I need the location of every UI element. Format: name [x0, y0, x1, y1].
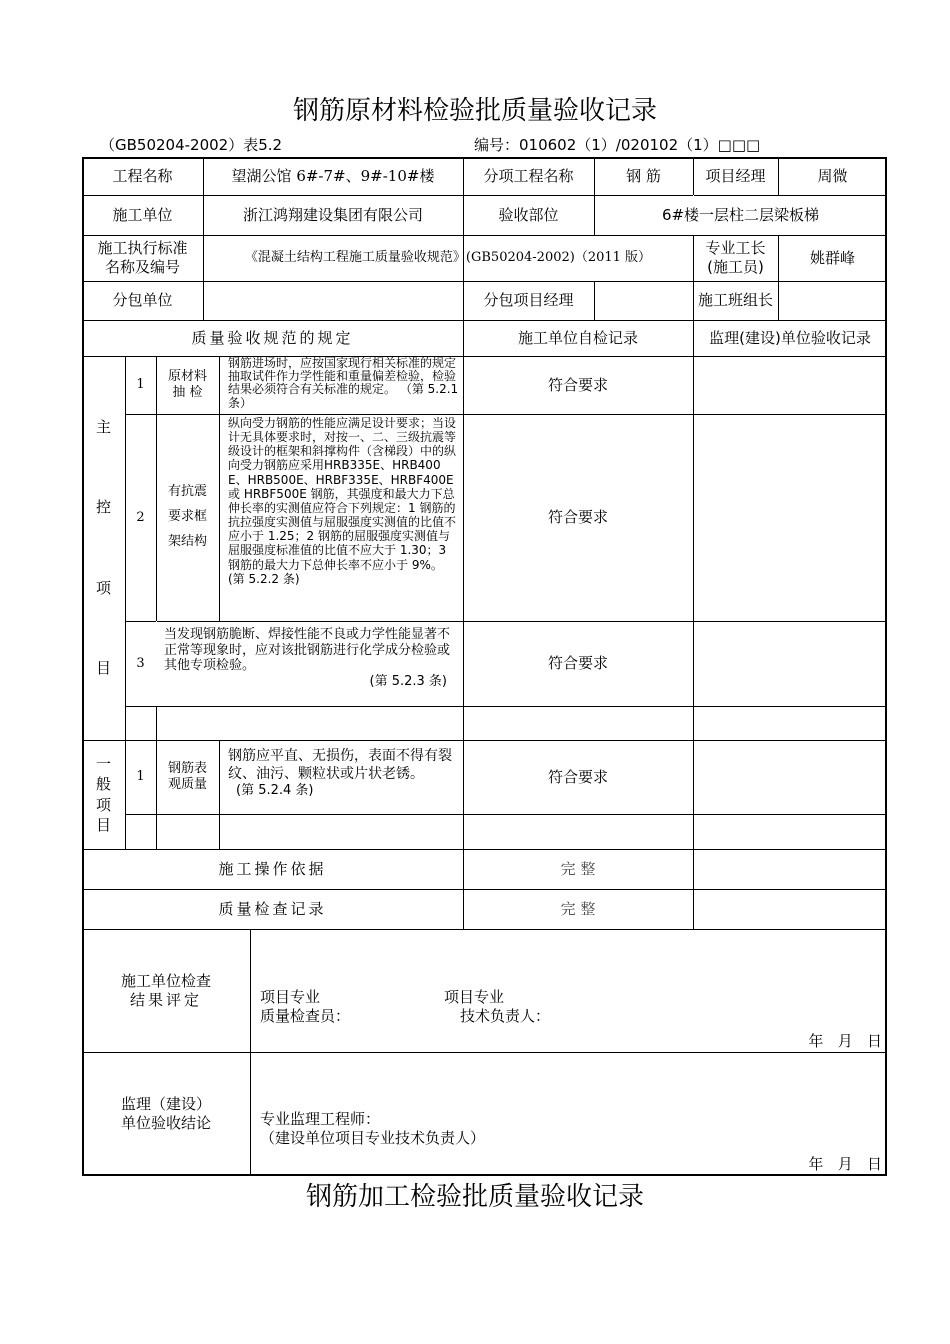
technical-lead-line2: 技术负责人：	[460, 1006, 551, 1025]
general-items-label-char: 一	[95, 755, 111, 773]
general-item-1-result: 符合要求	[547, 767, 608, 786]
main-item-1-number: 1	[136, 377, 145, 393]
main-item-3-spec-ref: (第 5.2.3 条)	[369, 673, 447, 689]
main-item-1-name-line2: 抽 检	[172, 385, 203, 400]
foreman-label-line2: (施工员)	[707, 258, 764, 276]
next-document-title: 钢筋加工检验批质量验收记录	[305, 1182, 644, 1212]
project-name-value: 望湖公馆 6#-7#、9#-10#楼	[231, 166, 435, 185]
location-label: 验收部位	[498, 205, 559, 224]
contractor-label: 施工单位	[112, 205, 173, 224]
main-item-2-spec: 纵向受力钢筋的性能应满足设计要求；当设计无具体要求时，对按一、二、三级抗震等级设计的框架和斜撑构件（含梯段）中的纵向受力钢筋应采用HRB335E、HRB400E、HRB500E、HRBF335E、HRBF400E 或 HRBF500E 钢筋，其强度和最大力下总伸长率的实测值应符合下列规定：1 钢筋的抗拉强度实测值与屈服强度实测值的比值不应小于 1.25；2 钢筋的屈服强度实测值与屈服强度标准值的比值不应大于 1.30；3 钢筋的最大力下总伸长率不应小于 9%。 (第 5.2.2 条)	[228, 416, 457, 586]
general-item-1-number: 1	[136, 769, 145, 785]
technical-lead-line1: 项目专业	[444, 988, 505, 1006]
project-name-label: 工程名称	[112, 166, 173, 185]
project-manager-value: 周微	[817, 166, 848, 185]
main-item-2-result: 符合要求	[547, 508, 608, 527]
main-item-1-spec: 钢筋进场时，应按国家现行相关标准的规定抽取试件作力学性能和重量偏差检验，检验结果必须符合有关标准的规定。 （第 5.2.1 条）	[228, 356, 459, 410]
owner-technical-lead: （建设单位项目专业技术负责人）	[260, 1128, 486, 1147]
main-items-label-char: 项	[95, 578, 111, 597]
contractor-value: 浙江鸿翔建设集团有限公司	[242, 205, 423, 224]
general-item-1-spec-ref: (第 5.2.4 条)	[236, 783, 314, 798]
main-items-label	[82, 356, 125, 740]
quality-record-label: 质量检查记录	[218, 899, 327, 918]
foreman-label-line1: 专业工长	[705, 239, 766, 258]
main-item-2-number: 2	[136, 509, 145, 525]
general-items-label-char: 般	[95, 775, 111, 794]
divider	[125, 814, 887, 815]
foreman-label	[693, 235, 778, 281]
subcontractor-label: 分包单位	[112, 291, 173, 310]
divider	[250, 929, 251, 1176]
supervising-engineer-title: 专业监理工程师：	[260, 1110, 381, 1128]
general-items-label	[82, 740, 125, 849]
team-leader-label: 施工班组长	[697, 291, 773, 310]
main-items-label-char: 控	[95, 498, 111, 517]
contractor-date: 年 月 日	[808, 1031, 882, 1050]
main-item-2-name-line3: 架结构	[167, 533, 207, 549]
main-items-label-char: 主	[95, 417, 111, 436]
sub-project-manager-label: 分包项目经理	[483, 291, 574, 310]
general-item-1-name	[156, 740, 219, 814]
self-check-column-header: 施工单位自检记录	[517, 328, 638, 347]
quality-record-value: 完 整	[560, 899, 596, 918]
supervision-conclusion-label-line2: 单位验收结论	[120, 1114, 211, 1132]
operation-basis-value: 完 整	[560, 859, 596, 878]
general-item-1-spec	[219, 740, 463, 814]
general-item-1-spec-text: 钢筋应平直、无损伤，表面不得有裂纹、油污、颗粒状或片状老锈。	[228, 748, 452, 782]
main-item-2-name-line2: 要求框	[167, 509, 207, 525]
general-items-label-char: 目	[95, 815, 111, 834]
main-items-label-char: 目	[95, 659, 111, 678]
main-item-2-name-line1: 有抗震	[167, 484, 207, 500]
project-manager-label: 项目经理	[705, 166, 766, 185]
quality-inspector	[260, 988, 420, 1032]
quality-inspector-line2: 质量检查员：	[260, 1006, 351, 1025]
operation-basis-label: 施工操作依据	[218, 859, 327, 878]
main-item-3-result: 符合要求	[547, 654, 608, 673]
document-title: 钢筋原材料检验批质量验收记录	[292, 96, 657, 126]
main-item-3-number: 3	[136, 655, 145, 671]
supervision-date: 年 月 日	[808, 1154, 882, 1173]
general-items-label-char: 项	[95, 795, 111, 814]
main-item-1-name-line1: 原材料	[167, 369, 207, 385]
technical-lead	[444, 988, 604, 1032]
document-number: 编号：010602（1）/020102（1）□□□	[474, 136, 761, 154]
contractor-evaluation-label-line2: 结果评定	[129, 990, 202, 1009]
supervising-engineer	[260, 1110, 560, 1154]
divider	[594, 281, 595, 320]
standard-label-line1: 施工执行标准	[97, 239, 188, 258]
standard-value: 《混凝土结构工程施工质量验收规范》(GB50204-2002)（2011 版）	[244, 250, 652, 266]
foreman-value: 姚群峰	[809, 248, 855, 267]
location-value: 6#楼一层柱二层梁板梯	[661, 205, 820, 224]
main-item-2-name	[156, 414, 219, 621]
spec-column-header: 质量验收规范的规定	[191, 328, 354, 347]
general-item-1-name-line1: 钢筋表	[167, 761, 207, 777]
main-item-3-spec-text: 当发现钢筋脆断、焊接性能不良或力学性能显著不正常等现象时，应对该批钢筋进行化学成分检验或其他专项检验。	[164, 627, 451, 674]
general-item-1-name-line2: 观质量	[167, 777, 207, 792]
main-item-1-name	[156, 356, 219, 414]
subproject-value: 钢 筋	[626, 166, 661, 185]
supervision-conclusion-label-line1: 监理（建设）	[120, 1095, 211, 1114]
standard-label	[82, 235, 203, 281]
supervision-column-header: 监理(建设)单位验收记录	[709, 328, 871, 347]
subproject-label: 分项工程名称	[483, 166, 574, 185]
divider	[125, 706, 887, 707]
quality-inspector-line1: 项目专业	[260, 988, 321, 1006]
standard-label-line2: 名称及编号	[104, 258, 180, 276]
supervision-conclusion-label	[82, 1052, 250, 1176]
contractor-evaluation-label-line1: 施工单位检查	[120, 971, 211, 990]
contractor-evaluation-label	[82, 929, 250, 1052]
standard-reference: （GB50204-2002）表5.2	[100, 136, 283, 154]
main-item-3-spec	[156, 621, 463, 706]
main-item-1-result: 符合要求	[547, 375, 608, 394]
